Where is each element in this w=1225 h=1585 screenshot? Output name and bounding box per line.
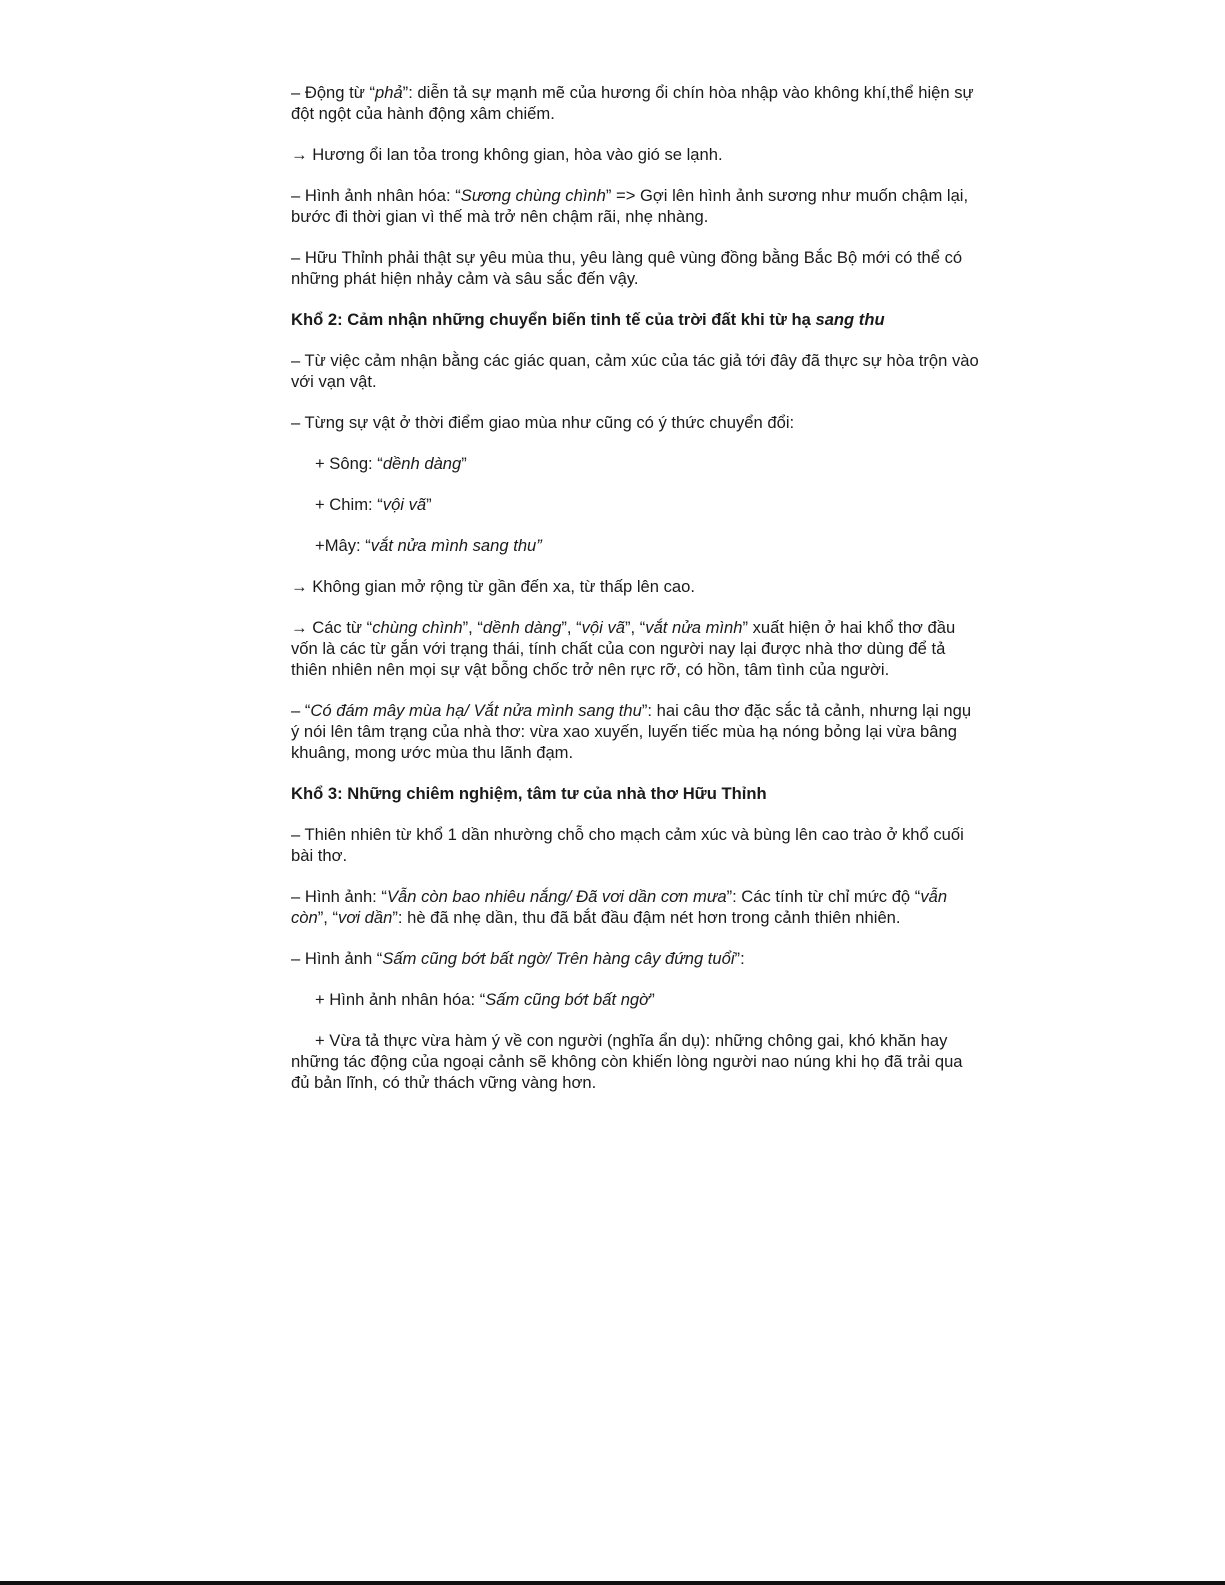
italic-text: vắt nửa mình <box>645 618 743 637</box>
document-page <box>291 82 981 1113</box>
text-run: + Sông: “ <box>315 454 383 473</box>
text-run: ” => Gợi lên hình ảnh sương như muốn chậm lại, bước đi thời gian vì thế mà trở nên chậm rãi, nhẹ nhàng. <box>291 186 969 226</box>
text-run: +Mây: “ <box>315 536 371 555</box>
paragraph <box>291 82 981 124</box>
text-run: + Chim: “ <box>315 495 383 514</box>
italic-text: phả <box>374 83 403 102</box>
italic-text: sang thu <box>815 310 885 329</box>
paragraph <box>291 144 981 165</box>
list-item <box>291 1030 981 1093</box>
text-run: ” <box>649 990 655 1009</box>
text-run: ”: hai câu thơ đặc sắc tả cảnh, nhưng lại ngụ ý nói lên tâm trạng của nhà thơ: vừa xao xuyến, luyến tiếc mùa hạ nóng bỏng lại vừa bâng khuâng, mong ước mùa thu lãnh đạm. <box>291 701 972 762</box>
text-run: – Từng sự vật ở thời điểm giao mùa như cũng có ý thức chuyển đổi: <box>291 413 795 432</box>
italic-text: Có đám mây mùa hạ/ Vắt nửa mình sang thu <box>310 701 642 720</box>
list-item <box>291 453 981 474</box>
text-run: → Không gian mở rộng từ gần đến xa, từ thấp lên cao. <box>291 577 695 596</box>
text-run: ”, “ <box>317 908 339 927</box>
italic-text: Sấm cũng bớt bất ngờ <box>485 990 650 1009</box>
section-heading <box>291 309 981 330</box>
list-item <box>291 989 981 1010</box>
paragraph <box>291 350 981 392</box>
italic-text: dềnh dàng <box>382 454 462 473</box>
section-heading <box>291 783 981 804</box>
paragraph <box>291 700 981 763</box>
text-run: – Hình ảnh: “ <box>291 887 387 906</box>
italic-text: vội vã <box>581 618 625 637</box>
italic-text: vội vã <box>382 495 427 514</box>
text-run: ” <box>461 454 467 473</box>
text-run: → Các từ “ <box>291 618 373 637</box>
text-run: ”, “ <box>561 618 582 637</box>
text-run: ”: hè đã nhẹ dần, thu đã bắt đầu đậm nét hơn trong cảnh thiên nhiên. <box>392 908 901 927</box>
text-run: – Hình ảnh “ <box>291 949 383 968</box>
text-run: ”: diễn tả sự mạnh mẽ của hương ổi chín hòa nhập vào không khí,thể hiện sự đột ngột của hành động xâm chiếm. <box>291 83 974 123</box>
text-run: – Hữu Thỉnh phải thật sự yêu mùa thu, yêu làng quê vùng đồng bằng Bắc Bộ mới có thể có những phát hiện nhảy cảm và sâu sắc đến vậy. <box>291 248 963 288</box>
paragraph <box>291 576 981 597</box>
text-run: ”: Các tính từ chỉ mức độ “ <box>726 887 921 906</box>
text-run: + Hình ảnh nhân hóa: “ <box>315 990 486 1009</box>
text-run: – Hình ảnh nhân hóa: “ <box>291 186 461 205</box>
italic-text: chùng chình <box>372 618 463 637</box>
paragraph <box>291 247 981 289</box>
text-run: ”, “ <box>624 618 646 637</box>
italic-text: Vẫn còn bao nhiêu nắng/ Đã vơi dần cơn mưa <box>386 887 727 906</box>
page-bottom-border <box>0 1581 1225 1585</box>
text-run: ”, “ <box>462 618 483 637</box>
italic-text: Sương chùng chình <box>460 186 606 205</box>
italic-text: dềnh dàng <box>482 618 562 637</box>
text-run: ” <box>426 495 432 514</box>
paragraph <box>291 185 981 227</box>
paragraph <box>291 412 981 433</box>
text-run: + Vừa tả thực vừa hàm ý về con người (nghĩa ẩn dụ): những chông gai, khó khăn hay những tác động của ngoại cảnh sẽ không còn khiến lòng người nao núng khi họ đã trải qua đủ bản lĩnh, có thử thách vững vàng hơn. <box>291 1031 963 1092</box>
text-run: Khổ 2: Cảm nhận những chuyển biến tinh tế của trời đất khi từ hạ <box>291 310 816 329</box>
italic-text: vẫn còn <box>291 887 948 927</box>
italic-text: vắt nửa mình sang thu” <box>370 536 542 555</box>
text-run: – “ <box>291 701 311 720</box>
paragraph <box>291 617 981 680</box>
paragraph <box>291 886 981 928</box>
text-run: – Động từ “ <box>291 83 375 102</box>
list-item <box>291 535 981 556</box>
text-run: Khổ 3: Những chiêm nghiệm, tâm tư của nhà thơ Hữu Thỉnh <box>291 784 767 803</box>
text-run: ”: <box>734 949 745 968</box>
list-item <box>291 494 981 515</box>
text-run: – Từ việc cảm nhận bằng các giác quan, cảm xúc của tác giả tới đây đã thực sự hòa trộn vào với vạn vật. <box>291 351 979 391</box>
paragraph <box>291 824 981 866</box>
text-run: ” xuất hiện ở hai khổ thơ đầu vốn là các từ gắn với trạng thái, tính chất của con người nay lại được nhà thơ dùng để tả thiên nhiên nên mọi sự vật bỗng chốc trở nên rực rỡ, có hồn, tâm tình của người. <box>291 618 956 679</box>
paragraph <box>291 948 981 969</box>
italic-text: Sấm cũng bớt bất ngờ/ Trên hàng cây đứng tuổi <box>382 949 735 968</box>
text-run: → Hương ổi lan tỏa trong không gian, hòa vào gió se lạnh. <box>291 145 723 164</box>
italic-text: vơi dần <box>338 908 393 927</box>
text-run: – Thiên nhiên từ khổ 1 dần nhường chỗ cho mạch cảm xúc và bùng lên cao trào ở khổ cuối bài thơ. <box>291 825 964 865</box>
